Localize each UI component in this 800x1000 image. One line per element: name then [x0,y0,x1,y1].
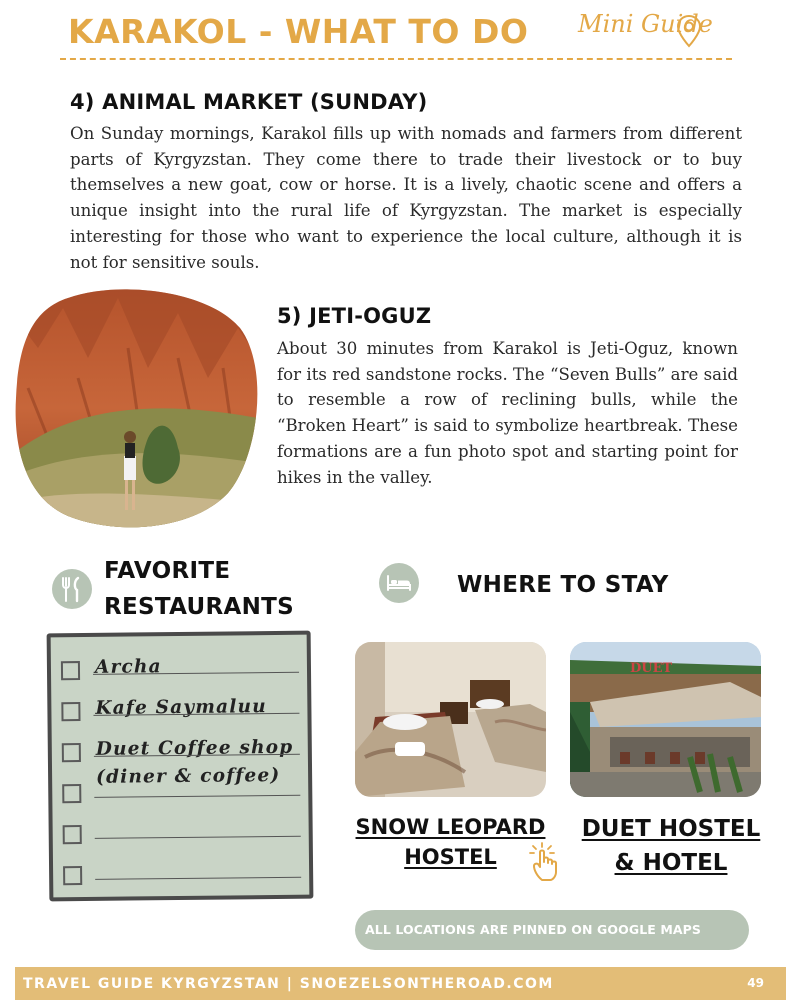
snow-leopard-hostel-photo [355,642,546,797]
checkbox[interactable] [63,866,82,885]
footer-text[interactable]: TRAVEL GUIDE KYRGYZSTAN | SNOEZELSONTHEROAD.COM [23,976,554,992]
writing-line [95,836,301,839]
stay-heading: WHERE TO STAY [457,572,669,598]
writing-line [94,795,300,798]
checklist-row [62,736,302,788]
section-text-animal-market: On Sunday mornings, Karakol fills up with nomads and farmers from different parts of Kyrgyzstan. They come there to trade their livestock or to buy themselves a new goat, cow or horse. It is a lively, chaotic scene and offers a unique insight into the rural life of Kyrgyzstan. The market is especially interesting for those who want to experience the local culture, although it is not for sensitive souls. [70,124,742,272]
restaurant-name: Kafe Saymaluu [95,696,267,719]
hotel-name-duet[interactable] [570,812,772,880]
section-title-jeti-oguz: 5) JETI-OGUZ [277,304,432,328]
brand-signature: Mini Guide [578,10,713,38]
checklist-row [63,864,303,867]
bed-icon [379,563,419,603]
google-maps-note: ALL LOCATIONS ARE PINNED ON GOOGLE MAPS [355,910,749,950]
duet-hostel-photo [570,642,761,797]
hotel-name-line2: HOSTEL [404,845,497,869]
restaurant-name: Duet Coffee shop [95,736,294,760]
hand-pointer-icon [528,840,564,884]
checkbox[interactable] [62,784,81,803]
checkbox[interactable] [63,825,82,844]
checkbox[interactable] [61,702,80,721]
checkbox[interactable] [62,743,81,762]
hotel-name-snow-leopard[interactable] [355,812,546,872]
restaurant-name: Archa [94,656,162,678]
footer-bar [15,967,786,1000]
restaurant-note: (diner & coffee) [96,764,281,788]
hotel-name-line1: SNOW LEOPARD [355,815,546,839]
section-title-animal-market: 4) ANIMAL MARKET (SUNDAY) [70,90,428,114]
svg-text:DUET: DUET [630,661,673,676]
restaurants-heading-line2: RESTAURANTS [104,594,294,620]
header-divider [60,58,732,60]
fork-knife-icon [52,569,92,609]
checklist-row [61,696,301,719]
checklist-row [63,823,303,826]
page-number: 49 [747,976,764,990]
writing-line [95,877,301,880]
hotel-name-line2: & HOTEL [614,850,728,876]
checkbox[interactable] [61,661,80,680]
checklist-row [61,656,301,678]
page-title: KARAKOL - WHAT TO DO [68,12,529,51]
restaurant-checklist [47,631,314,902]
location-pin-icon [676,14,702,48]
restaurants-heading [104,553,294,625]
section-text-jeti-oguz: About 30 minutes from Karakol is Jeti-Oguz, known for its red sandstone rocks. The “Seven Bulls” are said to resemble a row of reclining bulls, while the “Broken Heart” is said to symbolize heartbreak. These formations are a fun photo spot and starting point for hikes in the valley. [277,339,738,487]
jeti-oguz-photo [8,288,258,528]
restaurants-heading-line1: FAVORITE [104,558,231,584]
hotel-name-line1: DUET HOSTEL [581,816,761,842]
